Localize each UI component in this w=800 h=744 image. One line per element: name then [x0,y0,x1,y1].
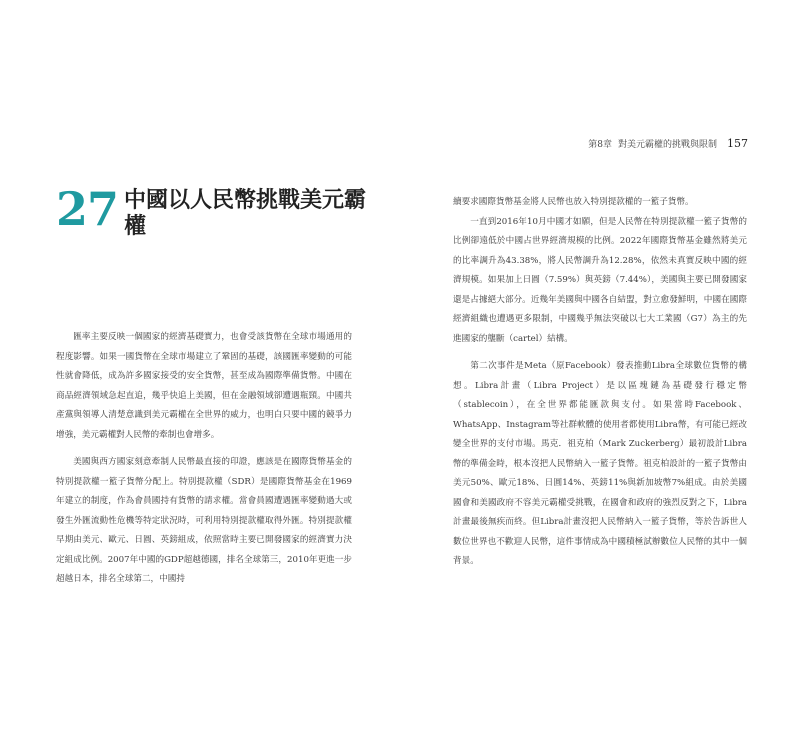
body-paragraph-continued: 續要求國際貨幣基金將人民幣也放入特別提款權的一籃子貨幣。 [453,197,694,207]
page-number: 157 [727,137,748,150]
body-paragraph: 一直到2016年10月中國才如願，但是人民幣在特別提款權一籃子貨幣的比例卻遠低於中國占世界經濟規模的比例。2022年國際貨幣基金雖然將美元的比率調升為43.38%，將人民幣調升為12.28%，依然未真實反映中國的經濟規模。如果加上日圓（7.59%）與英鎊（7.44%），美國與主要已開發國家還是占據絕大部分。近幾年美國與中國各自結盟，對立愈發鮮明，中國在國際經濟組織也遭遇更多限制，中國幾乎無法突破以七大工業國（G7）為主的先進國家的壟斷（cartel）結構。 [453,216,747,344]
running-head-chapter: 第8章 [588,140,612,150]
body-paragraph: 匯率主要反映一個國家的經濟基礎實力，也會受該貨幣在全球市場通用的程度影響。如果一國貨幣在全球市場建立了鞏固的基礎，該國匯率變動的可能性就會降低，成為許多國家接受的安全貨幣，甚至成為國際準備貨幣。中國在商品經濟領域急起直追，幾乎快追上美國，但在金融領域卻遭遇瓶頸。中國共產黨與領導人清楚意識到美元霸權在全世界的威力，也明白只要中國的競爭力增強，美元霸權對人民幣的牽制也會增多。 [56,332,352,440]
body-paragraph: 美國與西方國家刻意牽制人民幣最直接的印證，應該是在國際貨幣基金的特別提款權一籃子貨幣分配上。特別提款權（SDR）是國際貨幣基金在1969年建立的制度，作為會員國持有貨幣的請求權。當會員國遭遇匯率變動過大或發生外匯流動性危機等特定狀況時，可利用特別提款權取得外匯。特別提款權早期由美元、歐元、日圓、英鎊組成，依照當時主要已開發國家的經濟實力決定組成比例。2007年中國的GDP超越德國，排名全球第三，2010年更進一步超越日本，排名全球第二，中國持 [56,457,352,584]
left-page-body [56,328,352,590]
chapter-heading [56,182,376,240]
chapter-title: 中國以人民幣挑戰美元霸權 [124,188,367,239]
body-paragraph: 第二次事件是Meta（原Facebook）發表推動Libra全球數位貨幣的構想。Libra計畫（Libra Project）是以區塊鏈為基礎發行穩定幣（stablecoin），在全世界都能匯款與支付。如果當時Facebook、WhatsApp、Instagram等社群軟體的使用者都使用Libra幣，有可能已經改變全世界的支付市場。馬克．祖克柏（Mark Zuckerberg）最初設計Libra幣的準備金時，根本沒把人民幣納入一籃子貨幣。祖克柏設計的一籃子貨幣由美元50%、歐元18%、日圓14%、英鎊11%與新加坡幣7%組成。由於美國國會和美國政府不容美元霸權受挑戰，在國會和政府的強烈反對之下，Libra計畫最後無疾而終。但Libra計畫沒把人民幣納入一籃子貨幣，等於告訴世人數位世界也不歡迎人民幣，這件事情成為中國積極試辦數位人民幣的其中一個背景。 [453,361,747,566]
right-page-body [453,193,747,572]
chapter-number: 27 [56,182,119,236]
running-head [588,137,748,150]
running-head-title: 對美元霸權的挑戰與限制 [617,140,717,150]
